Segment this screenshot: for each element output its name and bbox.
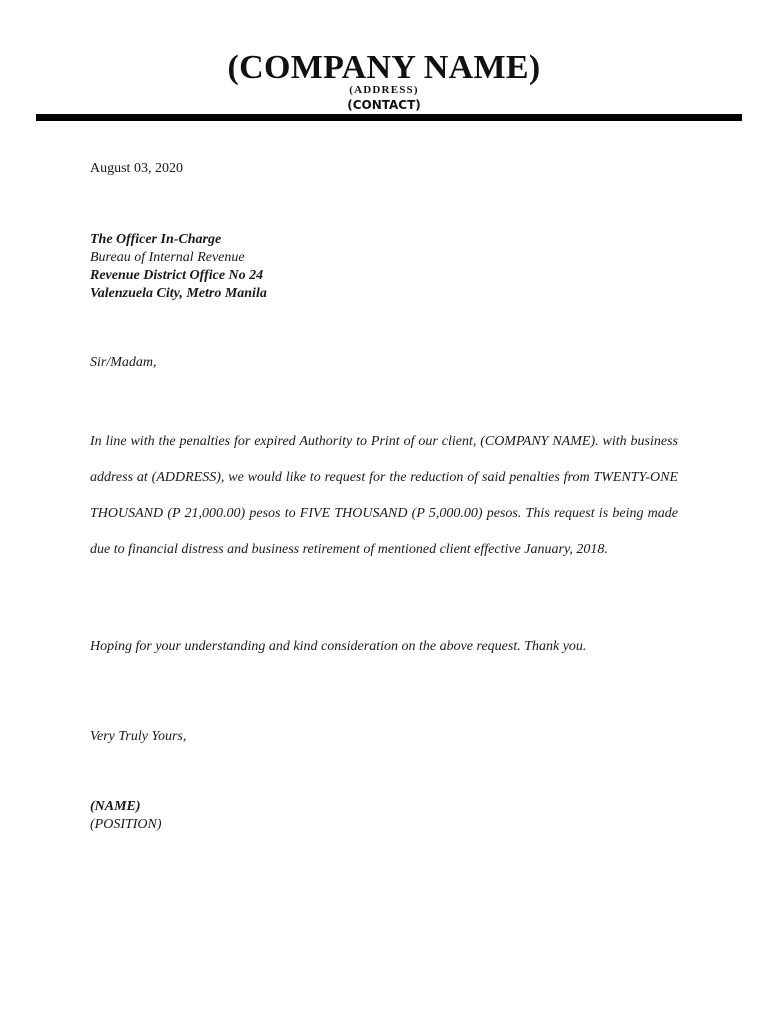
signatory-position: (POSITION): [90, 817, 162, 832]
recipient-block: [90, 231, 678, 303]
letterhead: [0, 50, 768, 112]
body-paragraph-request: In line with the penalties for expired Authority to Print of our client, (COMPANY NAME). with business address at (ADDRESS), we would like to request for the reduction of said penalties from TWENTY-ONE THOUSAND (P 21,000.00) pesos to FIVE THOUSAND (P 5,000.00) pesos. This request is being made due to financial distress and business retirement of mentioned client effective January, 2018.: [90, 434, 678, 557]
recipient-agency: Bureau of Internal Revenue: [90, 250, 245, 265]
company-address: (ADDRESS): [349, 84, 419, 96]
company-contact: (CONTACT): [347, 98, 421, 112]
letter-date: August 03, 2020: [90, 161, 183, 176]
recipient-location: Valenzuela City, Metro Manila: [90, 286, 267, 301]
recipient-title: The Officer In-Charge: [90, 232, 222, 247]
valediction: Very Truly Yours,: [90, 729, 187, 744]
salutation: Sir/Madam,: [90, 355, 157, 370]
header-divider: [36, 114, 742, 121]
recipient-office: Revenue District Office No 24: [90, 268, 264, 283]
body-paragraph-closing: Hoping for your understanding and kind consideration on the above request. Thank you.: [90, 639, 587, 654]
company-name: (COMPANY NAME): [227, 49, 541, 86]
signature-block: [90, 798, 678, 834]
signatory-name: (NAME): [90, 799, 141, 814]
